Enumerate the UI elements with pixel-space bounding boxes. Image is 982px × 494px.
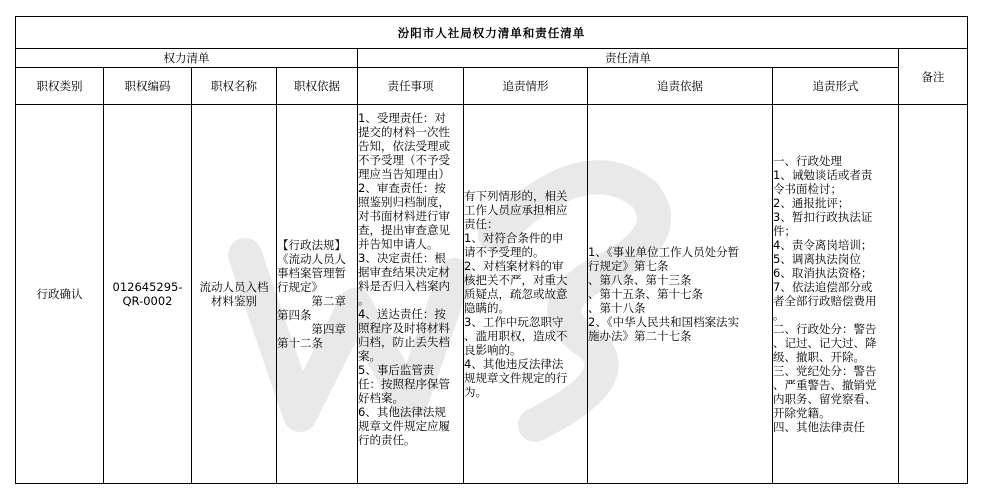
responsibility-table — [15, 16, 968, 484]
column-header-name: 职权名称 — [192, 68, 277, 105]
column-header-accountability-cases: 追责情形 — [464, 68, 588, 105]
cell-basis: 【行政法规】 《流动人员人 事档案管理暂 行规定》 第二章 第四条 第四章 第十二条 — [277, 105, 358, 484]
cell-name: 流动人员入档 材料鉴别 — [192, 105, 277, 484]
cell-accountability-basis: 1、《事业单位工作人员处分暂 行规定》第七条 、第八条、第十三条 、第十五条、第十七条 、第十八条 2、《中华人民共和国档案法实 施办法》第二十七条 — [588, 105, 773, 484]
table-title: 汾阳市人社局权力清单和责任清单 — [16, 17, 968, 49]
group-header-duty-list: 责任清单 — [358, 49, 899, 68]
cell-category: 行政确认 — [16, 105, 104, 484]
group-header-power-list: 权力清单 — [16, 49, 358, 68]
cell-remark — [899, 105, 968, 484]
cell-duty-items: 1、受理责任：对 提交的材料一次性 告知，依法受理或 不予受理（不予受 理应当告知理由） 2、审查责任：按 照鉴别归档制度， 对书面材料进行审 查，提出审查意见 并告知申请人。 3、决定责任：根 据审查结果决定材 料是否归入档案内 。 4、送达责任：按 照程序及时将材料 归档，防止丢失档 案。 5、事后监管责 任：按照程序保管 好档案。 6、其他法律法规 规章文件规定应履 行的责任。 — [358, 105, 464, 484]
column-header-remark: 备注 — [899, 49, 968, 105]
cell-accountability-forms: 一、行政处理 1、诫勉谈话或者责 令书面检讨； 2、通报批评； 3、暂扣行政执法证 件； 4、责令离岗培训； 5、调离执法岗位 6、取消执法资格； 7、依法追偿部分或 者全部行政赔偿费用 。 二、行政处分：警告 、记过、记大过、降 级、撤职、开除。 三、党纪处分：警告 、严重警告、撤销党 内职务、留党察看、 开除党籍。 四、其他法律责任 — [773, 105, 899, 484]
column-header-accountability-forms: 追责形式 — [773, 68, 899, 105]
column-header-accountability-basis: 追责依据 — [588, 68, 773, 105]
column-header-category: 职权类别 — [16, 68, 104, 105]
cell-code: 012645295- QR-0002 — [104, 105, 192, 484]
cell-accountability-cases: 有下列情形的，相关 工作人员应承担相应 责任： 1、对符合条件的申 请不予受理的。 2、对档案材料的审 核把关不严，对重大 质疑点，疏忽或故意 隐瞒的。 3、工作中玩忽职守 、滥用职权，造成不 良影响的。 4、其他违反法律法 规规章文件规定的行 为。 — [464, 105, 588, 484]
column-header-duty-items: 责任事项 — [358, 68, 464, 105]
column-header-basis: 职权依据 — [277, 68, 358, 105]
table-row — [16, 105, 968, 484]
column-header-code: 职权编码 — [104, 68, 192, 105]
